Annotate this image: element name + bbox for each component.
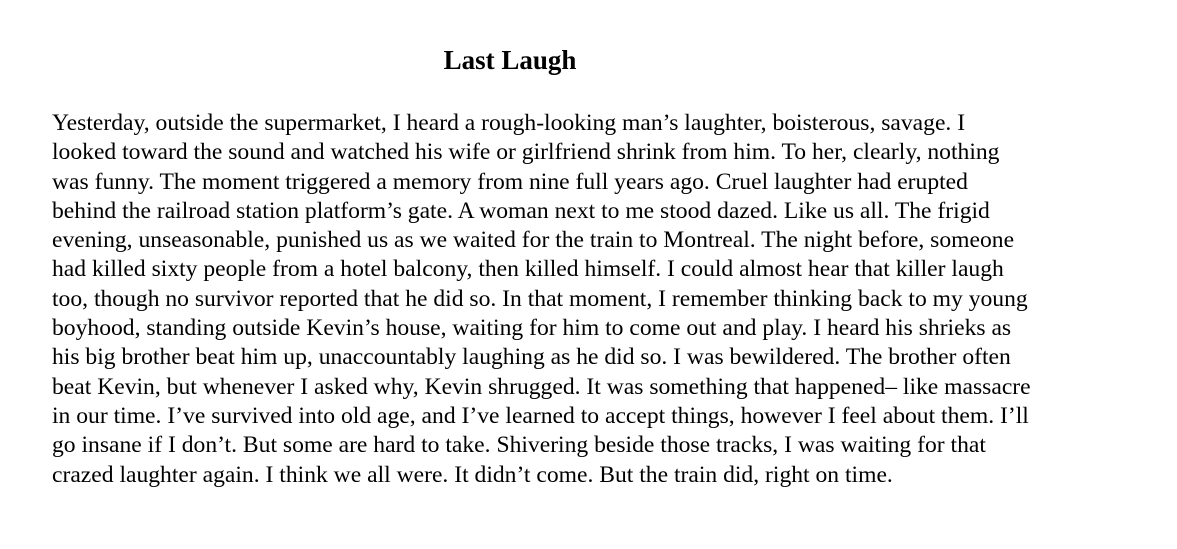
paragraph-line: too, though no survivor reported that he did so. In that moment, I remember thinking back to my young [52,285,1028,312]
paragraph-line: boyhood, standing outside Kevin’s house, waiting for him to come out and play. I heard his shrieks as [52,315,1012,342]
paragraph-line: crazed laughter again. I think we all were. It didn’t come. But the train did, right on time. [52,461,893,488]
paragraph-line: behind the railroad station platform’s gate. A woman next to me stood dazed. Like us all. The frigid [52,197,990,224]
paragraph-line: Yesterday, outside the supermarket, I heard a rough-looking man’s laughter, boisterous, savage. I [52,110,966,136]
paragraph-line: beat Kevin, but whenever I asked why, Kevin shrugged. It was something that happened– like massacre [52,373,1031,400]
paragraph-line: go insane if I don’t. But some are hard to take. Shivering beside those tracks, I was waiting for that [52,432,986,459]
paragraph-line: looked toward the sound and watched his wife or girlfriend shrink from him. To her, clearly, nothing [52,139,1000,166]
paragraph-line: was funny. The moment triggered a memory from nine full years ago. Cruel laughter had erupted [52,168,968,195]
paragraph-line: in our time. I’ve survived into old age, and I’ve learned to accept things, however I feel about them. I’ll [52,402,1029,429]
paragraph-line: evening, unseasonable, punished us as we waited for the train to Montreal. The night before, someone [52,227,1015,254]
document-title: Last Laugh [443,45,577,75]
document-body-paragraph [52,109,1162,490]
paragraph-line: had killed sixty people from a hotel balcony, then killed himself. I could almost hear that killer laugh [52,256,1004,283]
paragraph-line: his big brother beat him up, unaccountably laughing as he did so. I was bewildered. The brother often [52,344,1011,371]
